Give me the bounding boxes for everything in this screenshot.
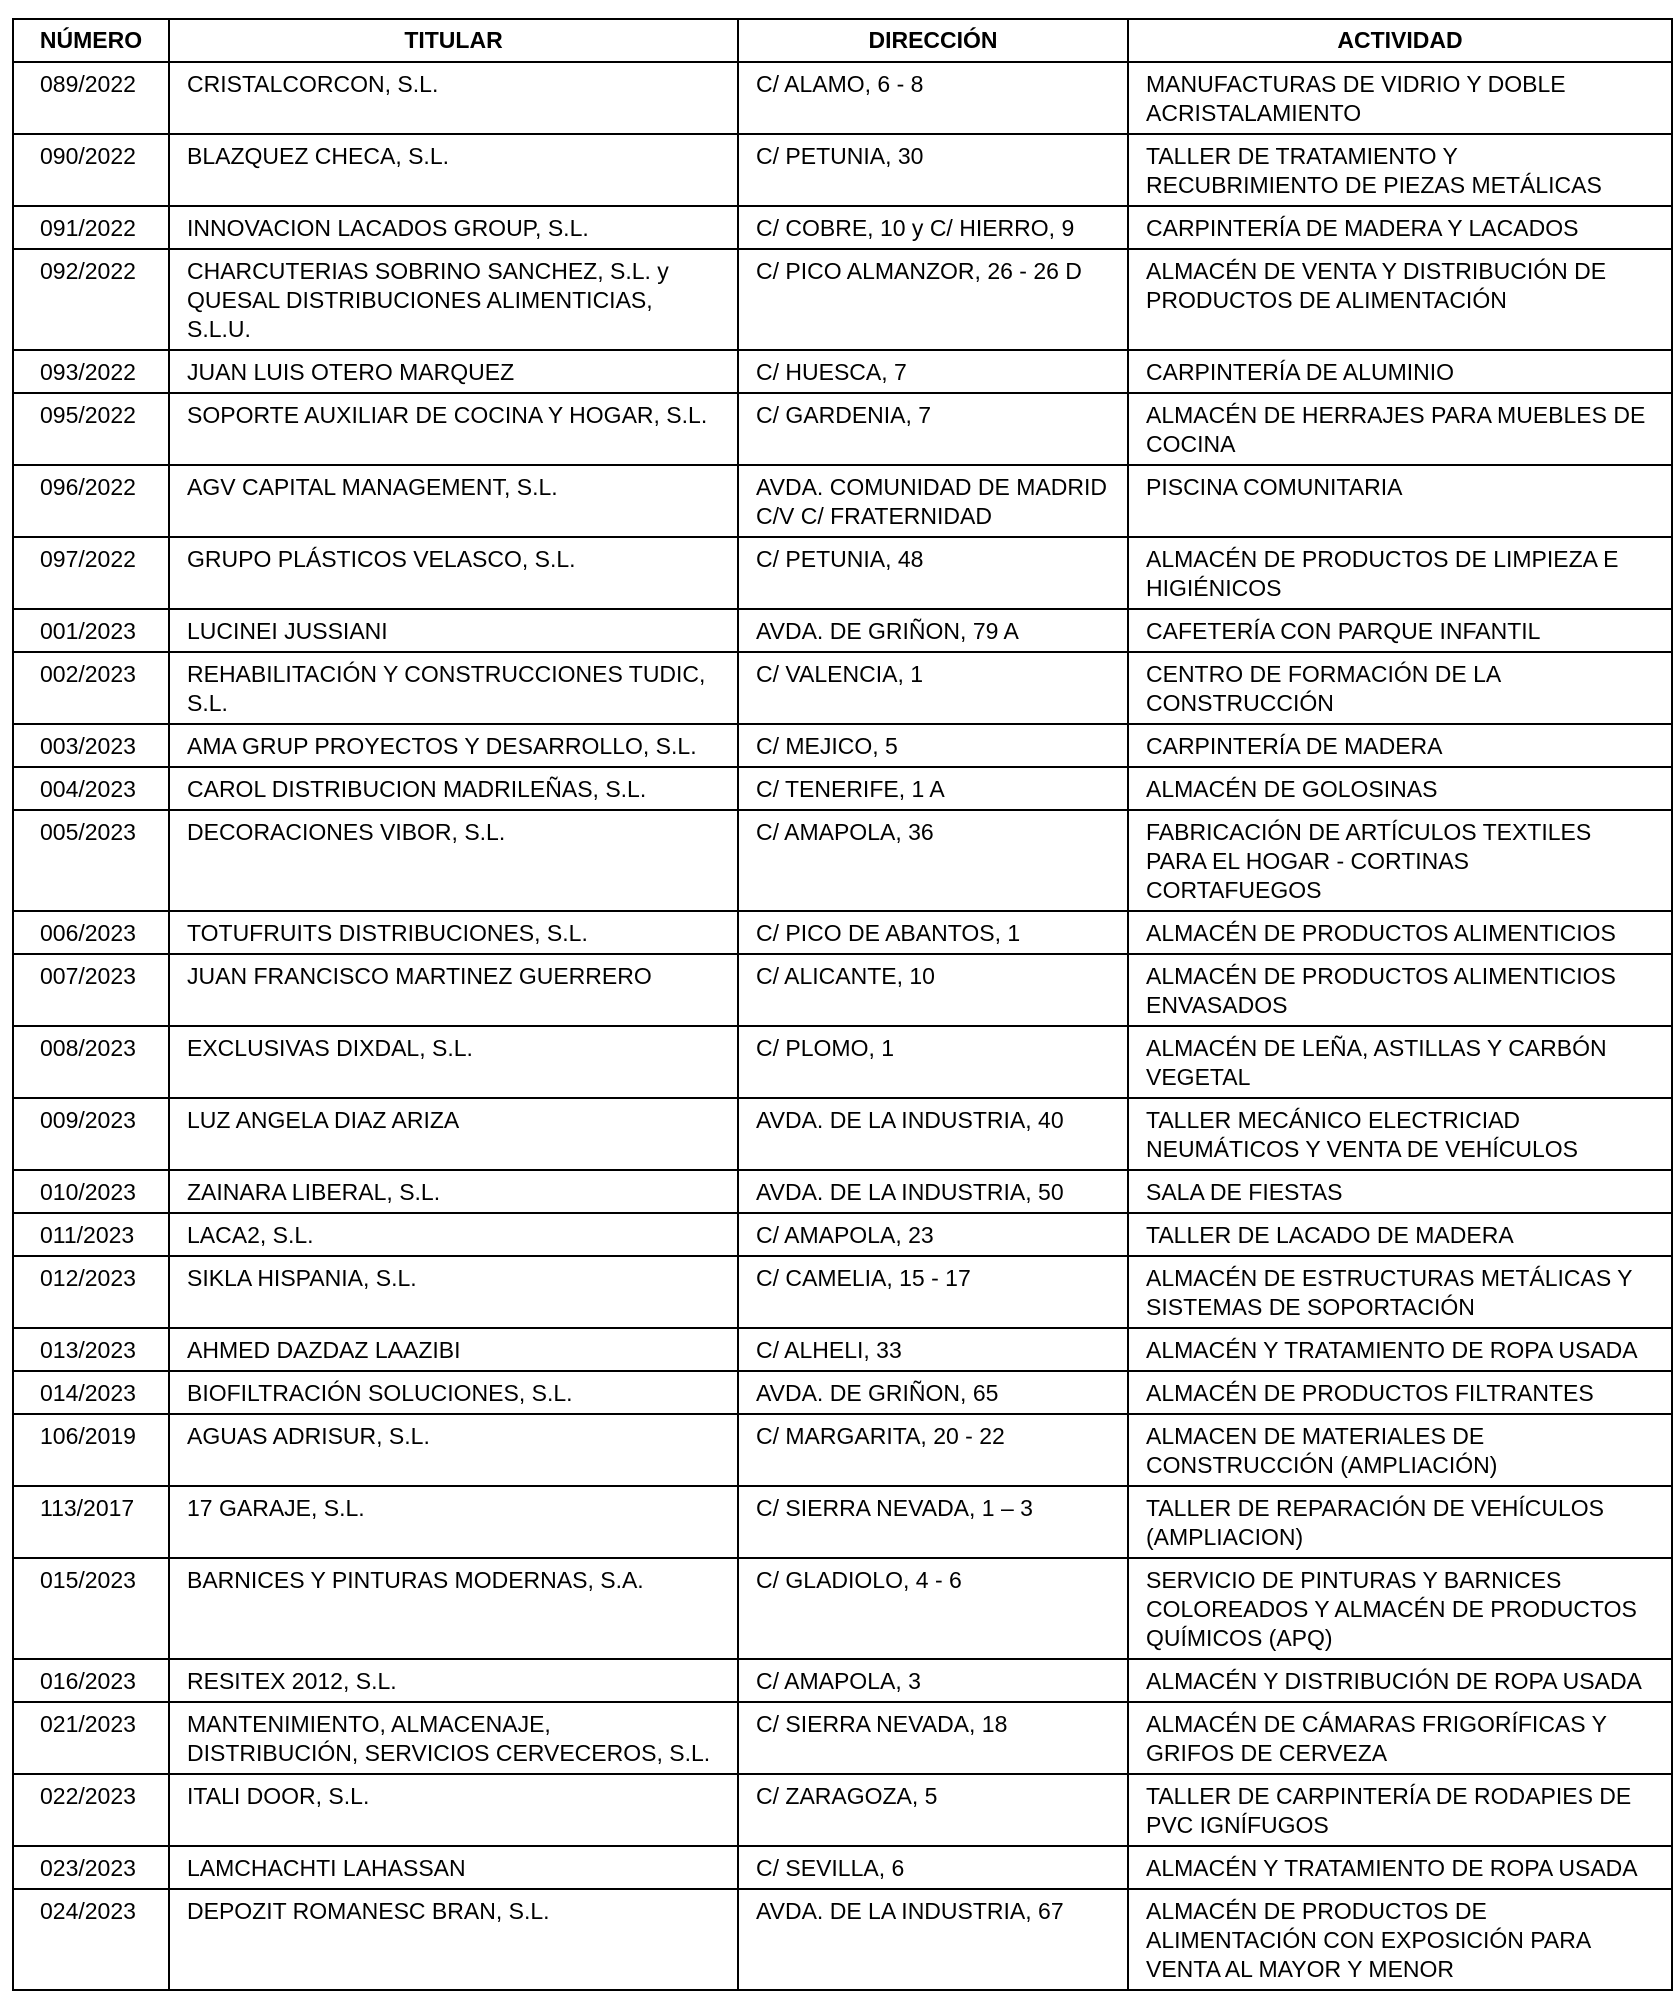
cell-direccion: C/ PLOMO, 1 <box>738 1026 1128 1098</box>
table-row <box>13 1098 1672 1170</box>
table-row <box>13 1774 1672 1846</box>
cell-actividad: ALMACÉN DE PRODUCTOS DE ALIMENTACIÓN CON EXPOSICIÓN PARA VENTA AL MAYOR Y MENOR <box>1128 1889 1672 1990</box>
header-direccion: DIRECCIÓN <box>738 19 1128 62</box>
table-body <box>13 62 1672 1990</box>
table-row <box>13 206 1672 249</box>
cell-numero: 003/2023 <box>13 724 169 767</box>
cell-actividad: ALMACÉN Y TRATAMIENTO DE ROPA USADA <box>1128 1328 1672 1371</box>
cell-direccion: C/ SIERRA NEVADA, 1 – 3 <box>738 1486 1128 1558</box>
cell-actividad: MANUFACTURAS DE VIDRIO Y DOBLE ACRISTALAMIENTO <box>1128 62 1672 134</box>
cell-titular: BARNICES Y PINTURAS MODERNAS, S.A. <box>169 1558 738 1659</box>
cell-direccion: AVDA. DE GRIÑON, 79 A <box>738 609 1128 652</box>
cell-titular: CHARCUTERIAS SOBRINO SANCHEZ, S.L. y QUESAL DISTRIBUCIONES ALIMENTICIAS, S.L.U. <box>169 249 738 350</box>
cell-numero: 013/2023 <box>13 1328 169 1371</box>
cell-titular: SIKLA HISPANIA, S.L. <box>169 1256 738 1328</box>
cell-actividad: CARPINTERÍA DE ALUMINIO <box>1128 350 1672 393</box>
cell-actividad: PISCINA COMUNITARIA <box>1128 465 1672 537</box>
cell-numero: 010/2023 <box>13 1170 169 1213</box>
cell-actividad: ALMACÉN Y TRATAMIENTO DE ROPA USADA <box>1128 1846 1672 1889</box>
cell-direccion: C/ PICO ALMANZOR, 26 - 26 D <box>738 249 1128 350</box>
cell-actividad: TALLER DE REPARACIÓN DE VEHÍCULOS (AMPLIACION) <box>1128 1486 1672 1558</box>
cell-numero: 095/2022 <box>13 393 169 465</box>
cell-titular: INNOVACION LACADOS GROUP, S.L. <box>169 206 738 249</box>
cell-titular: DECORACIONES VIBOR, S.L. <box>169 810 738 911</box>
cell-numero: 090/2022 <box>13 134 169 206</box>
cell-direccion: C/ PICO DE ABANTOS, 1 <box>738 911 1128 954</box>
cell-actividad: ALMACEN DE MATERIALES DE CONSTRUCCIÓN (AMPLIACIÓN) <box>1128 1414 1672 1486</box>
cell-actividad: ALMACÉN DE PRODUCTOS DE LIMPIEZA E HIGIÉNICOS <box>1128 537 1672 609</box>
table-row <box>13 134 1672 206</box>
cell-numero: 113/2017 <box>13 1486 169 1558</box>
cell-titular: 17 GARAJE, S.L. <box>169 1486 738 1558</box>
cell-actividad: SALA DE FIESTAS <box>1128 1170 1672 1213</box>
cell-direccion: C/ COBRE, 10 y C/ HIERRO, 9 <box>738 206 1128 249</box>
table-row <box>13 1170 1672 1213</box>
cell-numero: 009/2023 <box>13 1098 169 1170</box>
table-row <box>13 62 1672 134</box>
cell-direccion: C/ SEVILLA, 6 <box>738 1846 1128 1889</box>
cell-titular: CAROL DISTRIBUCION MADRILEÑAS, S.L. <box>169 767 738 810</box>
cell-titular: AGUAS ADRISUR, S.L. <box>169 1414 738 1486</box>
cell-titular: BIOFILTRACIÓN SOLUCIONES, S.L. <box>169 1371 738 1414</box>
cell-actividad: ALMACÉN DE PRODUCTOS ALIMENTICIOS <box>1128 911 1672 954</box>
cell-direccion: C/ AMAPOLA, 3 <box>738 1659 1128 1702</box>
cell-direccion: AVDA. DE LA INDUSTRIA, 67 <box>738 1889 1128 1990</box>
cell-numero: 015/2023 <box>13 1558 169 1659</box>
cell-actividad: TALLER DE TRATAMIENTO Y RECUBRIMIENTO DE PIEZAS METÁLICAS <box>1128 134 1672 206</box>
cell-numero: 106/2019 <box>13 1414 169 1486</box>
cell-numero: 022/2023 <box>13 1774 169 1846</box>
cell-numero: 008/2023 <box>13 1026 169 1098</box>
cell-direccion: C/ TENERIFE, 1 A <box>738 767 1128 810</box>
table-row <box>13 1702 1672 1774</box>
cell-direccion: C/ AMAPOLA, 23 <box>738 1213 1128 1256</box>
cell-numero: 016/2023 <box>13 1659 169 1702</box>
cell-direccion: C/ ALHELI, 33 <box>738 1328 1128 1371</box>
table-row <box>13 954 1672 1026</box>
cell-direccion: C/ PETUNIA, 48 <box>738 537 1128 609</box>
table-row <box>13 1414 1672 1486</box>
table-row <box>13 1213 1672 1256</box>
cell-titular: JUAN FRANCISCO MARTINEZ GUERRERO <box>169 954 738 1026</box>
cell-titular: JUAN LUIS OTERO MARQUEZ <box>169 350 738 393</box>
cell-direccion: C/ PETUNIA, 30 <box>738 134 1128 206</box>
header-row <box>13 19 1672 62</box>
cell-actividad: SERVICIO DE PINTURAS Y BARNICES COLOREADOS Y ALMACÉN DE PRODUCTOS QUÍMICOS (APQ) <box>1128 1558 1672 1659</box>
cell-actividad: ALMACÉN DE PRODUCTOS FILTRANTES <box>1128 1371 1672 1414</box>
cell-direccion: C/ GLADIOLO, 4 - 6 <box>738 1558 1128 1659</box>
header-numero: NÚMERO <box>13 19 169 62</box>
cell-numero: 023/2023 <box>13 1846 169 1889</box>
cell-titular: AHMED DAZDAZ LAAZIBI <box>169 1328 738 1371</box>
cell-numero: 004/2023 <box>13 767 169 810</box>
header-actividad: ACTIVIDAD <box>1128 19 1672 62</box>
cell-actividad: ALMACÉN DE PRODUCTOS ALIMENTICIOS ENVASADOS <box>1128 954 1672 1026</box>
cell-direccion: AVDA. COMUNIDAD DE MADRID C/V C/ FRATERNIDAD <box>738 465 1128 537</box>
table-row <box>13 810 1672 911</box>
cell-direccion: C/ ALICANTE, 10 <box>738 954 1128 1026</box>
table-row <box>13 393 1672 465</box>
cell-numero: 014/2023 <box>13 1371 169 1414</box>
table-row <box>13 249 1672 350</box>
cell-titular: LAMCHACHTI LAHASSAN <box>169 1846 738 1889</box>
cell-direccion: C/ SIERRA NEVADA, 18 <box>738 1702 1128 1774</box>
cell-actividad: ALMACÉN DE VENTA Y DISTRIBUCIÓN DE PRODUCTOS DE ALIMENTACIÓN <box>1128 249 1672 350</box>
cell-numero: 096/2022 <box>13 465 169 537</box>
cell-actividad: ALMACÉN DE ESTRUCTURAS METÁLICAS Y SISTEMAS DE SOPORTACIÓN <box>1128 1256 1672 1328</box>
cell-titular: BLAZQUEZ CHECA, S.L. <box>169 134 738 206</box>
cell-titular: LUCINEI JUSSIANI <box>169 609 738 652</box>
cell-titular: EXCLUSIVAS DIXDAL, S.L. <box>169 1026 738 1098</box>
cell-direccion: C/ HUESCA, 7 <box>738 350 1128 393</box>
cell-direccion: C/ MARGARITA, 20 - 22 <box>738 1414 1128 1486</box>
cell-direccion: C/ AMAPOLA, 36 <box>738 810 1128 911</box>
table-row <box>13 1256 1672 1328</box>
cell-actividad: CARPINTERÍA DE MADERA <box>1128 724 1672 767</box>
cell-numero: 001/2023 <box>13 609 169 652</box>
cell-direccion: AVDA. DE GRIÑON, 65 <box>738 1371 1128 1414</box>
table-row <box>13 724 1672 767</box>
cell-titular: LUZ ANGELA DIAZ ARIZA <box>169 1098 738 1170</box>
cell-titular: LACA2, S.L. <box>169 1213 738 1256</box>
cell-actividad: ALMACÉN DE GOLOSINAS <box>1128 767 1672 810</box>
cell-numero: 092/2022 <box>13 249 169 350</box>
cell-direccion: AVDA. DE LA INDUSTRIA, 50 <box>738 1170 1128 1213</box>
cell-direccion: AVDA. DE LA INDUSTRIA, 40 <box>738 1098 1128 1170</box>
cell-direccion: C/ GARDENIA, 7 <box>738 393 1128 465</box>
cell-titular: TOTUFRUITS DISTRIBUCIONES, S.L. <box>169 911 738 954</box>
table-row <box>13 1371 1672 1414</box>
table-row <box>13 1659 1672 1702</box>
table-row <box>13 1889 1672 1990</box>
table-row <box>13 652 1672 724</box>
cell-actividad: FABRICACIÓN DE ARTÍCULOS TEXTILES PARA EL HOGAR - CORTINAS CORTAFUEGOS <box>1128 810 1672 911</box>
cell-actividad: CENTRO DE FORMACIÓN DE LA CONSTRUCCIÓN <box>1128 652 1672 724</box>
cell-numero: 011/2023 <box>13 1213 169 1256</box>
table-row <box>13 1558 1672 1659</box>
table-row <box>13 1846 1672 1889</box>
cell-actividad: ALMACÉN DE CÁMARAS FRIGORÍFICAS Y GRIFOS DE CERVEZA <box>1128 1702 1672 1774</box>
table-row <box>13 465 1672 537</box>
cell-numero: 091/2022 <box>13 206 169 249</box>
cell-direccion: C/ ALAMO, 6 - 8 <box>738 62 1128 134</box>
cell-numero: 007/2023 <box>13 954 169 1026</box>
cell-direccion: C/ VALENCIA, 1 <box>738 652 1128 724</box>
cell-actividad: ALMACÉN DE HERRAJES PARA MUEBLES DE COCINA <box>1128 393 1672 465</box>
cell-titular: DEPOZIT ROMANESC BRAN, S.L. <box>169 1889 738 1990</box>
cell-numero: 097/2022 <box>13 537 169 609</box>
cell-actividad: CARPINTERÍA DE MADERA Y LACADOS <box>1128 206 1672 249</box>
cell-direccion: C/ CAMELIA, 15 - 17 <box>738 1256 1128 1328</box>
table-row <box>13 537 1672 609</box>
cell-direccion: C/ ZARAGOZA, 5 <box>738 1774 1128 1846</box>
cell-titular: GRUPO PLÁSTICOS VELASCO, S.L. <box>169 537 738 609</box>
table-row <box>13 609 1672 652</box>
header-titular: TITULAR <box>169 19 738 62</box>
cell-direccion: C/ MEJICO, 5 <box>738 724 1128 767</box>
licencias-table <box>12 18 1673 1991</box>
cell-actividad: TALLER DE LACADO DE MADERA <box>1128 1213 1672 1256</box>
table-row <box>13 350 1672 393</box>
cell-actividad: ALMACÉN DE LEÑA, ASTILLAS Y CARBÓN VEGETAL <box>1128 1026 1672 1098</box>
cell-actividad: TALLER MECÁNICO ELECTRICIAD NEUMÁTICOS Y VENTA DE VEHÍCULOS <box>1128 1098 1672 1170</box>
cell-titular: ITALI DOOR, S.L. <box>169 1774 738 1846</box>
cell-numero: 021/2023 <box>13 1702 169 1774</box>
table-row <box>13 1486 1672 1558</box>
cell-numero: 093/2022 <box>13 350 169 393</box>
cell-numero: 089/2022 <box>13 62 169 134</box>
cell-titular: ZAINARA LIBERAL, S.L. <box>169 1170 738 1213</box>
cell-numero: 006/2023 <box>13 911 169 954</box>
table-row <box>13 911 1672 954</box>
cell-titular: RESITEX 2012, S.L. <box>169 1659 738 1702</box>
cell-actividad: CAFETERÍA CON PARQUE INFANTIL <box>1128 609 1672 652</box>
cell-numero: 024/2023 <box>13 1889 169 1990</box>
table-row <box>13 1026 1672 1098</box>
table-row <box>13 1328 1672 1371</box>
cell-titular: CRISTALCORCON, S.L. <box>169 62 738 134</box>
table-row <box>13 767 1672 810</box>
cell-actividad: ALMACÉN Y DISTRIBUCIÓN DE ROPA USADA <box>1128 1659 1672 1702</box>
cell-actividad: TALLER DE CARPINTERÍA DE RODAPIES DE PVC IGNÍFUGOS <box>1128 1774 1672 1846</box>
cell-titular: MANTENIMIENTO, ALMACENAJE, DISTRIBUCIÓN, SERVICIOS CERVECEROS, S.L. <box>169 1702 738 1774</box>
cell-titular: SOPORTE AUXILIAR DE COCINA Y HOGAR, S.L. <box>169 393 738 465</box>
cell-titular: REHABILITACIÓN Y CONSTRUCCIONES TUDIC, S.L. <box>169 652 738 724</box>
cell-titular: AMA GRUP PROYECTOS Y DESARROLLO, S.L. <box>169 724 738 767</box>
cell-titular: AGV CAPITAL MANAGEMENT, S.L. <box>169 465 738 537</box>
cell-numero: 005/2023 <box>13 810 169 911</box>
cell-numero: 002/2023 <box>13 652 169 724</box>
cell-numero: 012/2023 <box>13 1256 169 1328</box>
